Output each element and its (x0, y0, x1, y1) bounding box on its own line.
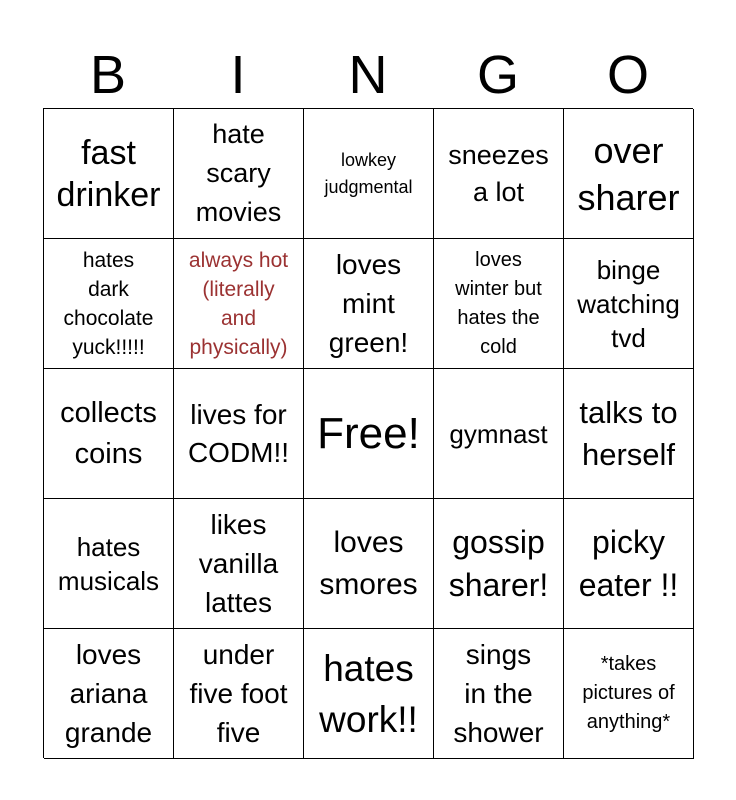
bingo-header (43, 42, 693, 108)
cell-text: hate scary movies (195, 119, 282, 227)
bingo-cell[interactable] (434, 239, 564, 369)
bingo-cell[interactable] (174, 239, 304, 369)
cell-text: lowkey judgmental (324, 149, 413, 197)
bingo-cell[interactable] (44, 369, 174, 499)
bingo-cell[interactable] (174, 499, 304, 629)
header-letter-n: N (348, 45, 388, 105)
cell-text: always hot (literally and physically) (188, 248, 289, 359)
bingo-cell[interactable] (564, 239, 694, 369)
cell-text: loves smores (319, 525, 418, 601)
bingo-cell[interactable] (174, 369, 304, 499)
bingo-cell[interactable] (564, 499, 694, 629)
cell-text: picky eater !! (578, 523, 679, 603)
bingo-cell[interactable] (44, 109, 174, 239)
bingo-cell[interactable] (44, 629, 174, 759)
bingo-cell[interactable] (434, 629, 564, 759)
cell-text: hates work!! (319, 647, 418, 740)
header-letter-g: G (476, 45, 519, 105)
cell-text: loves ariana grande (64, 639, 153, 748)
bingo-cell[interactable] (564, 109, 694, 239)
bingo-cell[interactable] (304, 109, 434, 239)
free-space-cell[interactable] (304, 369, 434, 499)
cell-text: loves mint green! (328, 249, 409, 358)
bingo-cell[interactable] (44, 499, 174, 629)
cell-text: fast drinker (56, 133, 161, 214)
bingo-cell[interactable] (174, 629, 304, 759)
bingo-grid (43, 108, 693, 758)
header-letter-b: B (89, 45, 127, 105)
cell-text: under five foot five (189, 639, 288, 748)
bingo-cell[interactable] (174, 109, 304, 239)
cell-text: gossip sharer! (448, 523, 549, 603)
cell-text: collects coins (60, 396, 157, 470)
bingo-cell[interactable] (304, 629, 434, 759)
bingo-cell[interactable] (434, 109, 564, 239)
cell-text: Free! (317, 408, 420, 458)
cell-text: over sharer (577, 129, 680, 218)
cell-text: *takes pictures of anything* (582, 653, 675, 733)
bingo-cell[interactable] (564, 369, 694, 499)
cell-text: binge watching tvd (577, 254, 680, 353)
bingo-cell[interactable] (304, 499, 434, 629)
bingo-cell[interactable] (44, 239, 174, 369)
cell-text: loves winter but hates the cold (455, 248, 542, 358)
cell-text: talks to herself (579, 394, 678, 472)
cell-text: hates musicals (57, 531, 160, 596)
cell-text: hates dark chocolate yuck!!!!! (63, 248, 154, 359)
bingo-cell[interactable] (564, 629, 694, 759)
bingo-cell[interactable] (304, 239, 434, 369)
cell-text: sings in the shower (453, 639, 544, 748)
bingo-cell[interactable] (434, 499, 564, 629)
cell-text: likes vanilla lattes (198, 509, 279, 618)
cell-text: sneezes a lot (448, 139, 549, 207)
header-letter-o: O (606, 45, 649, 105)
cell-text: gymnast (449, 418, 548, 449)
header-letter-i: I (230, 45, 246, 105)
bingo-cell[interactable] (434, 369, 564, 499)
cell-text: lives for CODM!! (187, 398, 290, 468)
